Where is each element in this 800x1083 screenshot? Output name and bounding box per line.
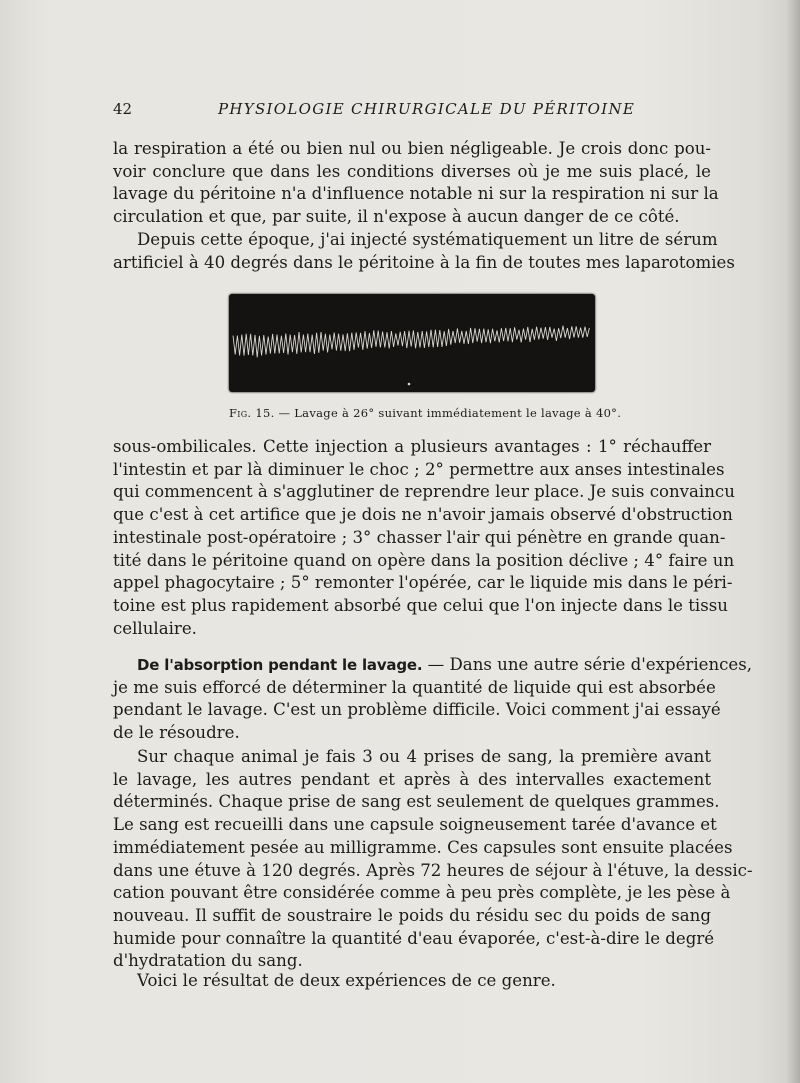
text-line: cation pouvant être considérée comme à peu près complète, je les pèse à [113, 883, 731, 903]
text-line: Depuis cette époque, j'ai injecté systématiquement un litre de sérum [137, 230, 718, 249]
text-line: nouveau. Il suffit de soustraire le poids du résidu sec du poids de sang [113, 905, 711, 925]
text-line: artificiel à 40 degrés dans le péritoine à la fin de toutes mes laparotomies [113, 252, 735, 272]
text-line: lavage du péritoine n'a d'influence notable ni sur la respiration ni sur la [113, 184, 719, 204]
text-line: circulation et que, par suite, il n'expose à aucun danger de ce côté. [113, 207, 680, 227]
text-line: voir conclure que dans les conditions diverses où je me suis placé, le [113, 161, 711, 181]
text-fragment: — Dans une autre série d'expériences, [422, 655, 753, 674]
text-line: d'hydratation du sang. [113, 951, 303, 971]
text-line: Voici le résultat de deux expériences de ce genre. [137, 971, 556, 990]
text-line: dans une étuve à 120 degrés. Après 72 heures de séjour à l'étuve, la dessic- [113, 860, 753, 880]
text-line: tité dans le péritoine quand on opère dans la position déclive ; 4° faire un [113, 550, 735, 570]
text-line: humide pour connaître la quantité d'eau évaporée, c'est-à-dire le degré [113, 928, 715, 948]
text-line: déterminés. Chaque prise de sang est seulement de quelques grammes. [113, 792, 720, 812]
text-line: le lavage, les autres pendant et après à des intervalles exactement [113, 769, 711, 789]
text-line: l'intestin et par là diminuer le choc ; 2° permettre aux anses intestinales [113, 459, 725, 479]
text-line: Le sang est recueilli dans une capsule soigneusement tarée d'avance et [113, 815, 717, 835]
respiration-trace [233, 326, 589, 358]
figure-caption-text: — Lavage à 26° suivant immédiatement le lavage à 40°. [274, 406, 622, 420]
page-number: 42 [113, 100, 133, 118]
text-line: la respiration a été ou bien nul ou bien négligeable. Je crois donc pou- [113, 139, 711, 158]
text-line: Sur chaque animal je fais 3 ou 4 prises de sang, la première avant [137, 747, 711, 766]
figure-label: Fig. 15. [229, 406, 275, 420]
tracing-dot [408, 383, 411, 386]
paragraph-5 [113, 746, 753, 973]
page-edge-shadow [786, 0, 800, 1083]
text-line: pendant le lavage. C'est un problème difficile. Voici comment j'ai essayé [113, 700, 721, 720]
text-line: je me suis efforcé de déterminer la quantité de liquide qui est absorbée [113, 677, 716, 697]
paragraph-2 [113, 229, 735, 274]
text-line: que c'est à cet artifice que je dois ne n'avoir jamais observé d'obstruction [113, 505, 733, 525]
text-line: toine est plus rapidement absorbé que celui que l'on injecte dans le tissu [113, 595, 728, 615]
paragraph-4 [113, 654, 753, 745]
text-line: qui commencent à s'agglutiner de reprendre leur place. Je suis convaincu [113, 482, 735, 502]
figure-caption [229, 406, 629, 420]
text-line [113, 654, 753, 677]
text-line: immédiatement pesée au milligramme. Ces capsules sont ensuite placées [113, 837, 733, 857]
tracing-svg [229, 294, 595, 392]
text-line: intestinale post-opératoire ; 3° chasser l'air qui pénètre en grande quan- [113, 527, 726, 547]
paragraph-3 [113, 436, 735, 640]
running-head [113, 100, 713, 124]
text-line: sous-ombilicales. Cette injection a plusieurs avantages : 1° réchauffer [113, 437, 711, 456]
paragraph-1 [113, 138, 719, 229]
paragraph-6 [113, 970, 711, 993]
section-heading: De l'absorption pendant le lavage. [137, 656, 423, 674]
running-title: PHYSIOLOGIE CHIRURGICALE DU PÉRITOINE [218, 100, 636, 118]
text-line: cellulaire. [113, 618, 197, 638]
text-line: de le résoudre. [113, 723, 240, 743]
text-line: appel phagocytaire ; 5° remonter l'opérée, car le liquide mis dans le péri- [113, 573, 733, 593]
figure-tracing [229, 294, 595, 392]
